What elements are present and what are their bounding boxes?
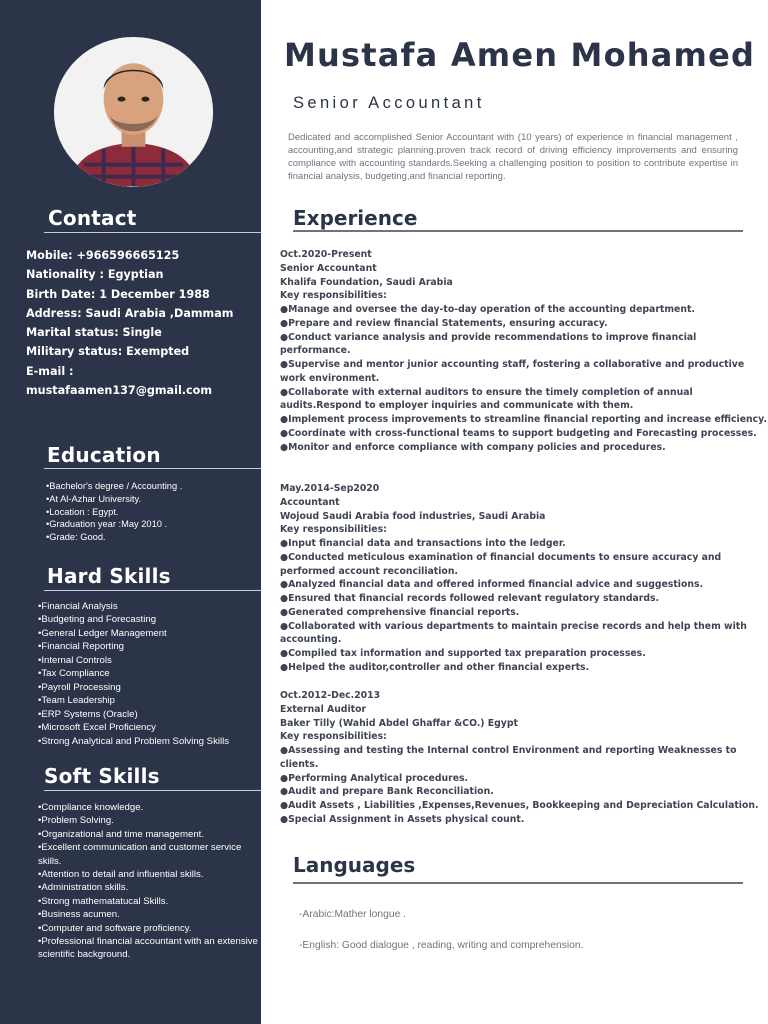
- sidebar: [0, 0, 261, 1024]
- language-item: -English: Good dialogue , reading, writing and comprehension.: [299, 940, 584, 951]
- hard-skill-item: •Internal Controls: [38, 654, 112, 666]
- contact-email[interactable]: mustafaamen137@gmail.com: [26, 384, 213, 398]
- responsibility-item: ●Helped the auditor,controller and other financial experts.: [280, 661, 590, 673]
- job-responsibilities-list: [280, 303, 768, 454]
- responsibility-item: ●Implement process improvements to streamline financial reporting and increase efficiency.: [280, 414, 767, 425]
- soft-skill-item: •Administration skills.: [38, 882, 129, 894]
- education-list: [46, 480, 258, 544]
- responsibility-item: ●Input financial data and transactions into the ledger.: [280, 538, 566, 549]
- experience-heading: Experience: [293, 206, 418, 230]
- responsibility-item: ●Collaborate with external auditors to ensure the timely completion of annual audits.Respond to employer inquiries and communicate with them.: [280, 386, 693, 412]
- profile-summary: Dedicated and accomplished Senior Accountant with (10 years) of experience in financial management , accounting,and strategic planning.proven track record of driving efficiency improvements and ensuring compliance with accounting standards.Seeking a challenging position to position to contribute expertise in financial analysis, budgeting,and financial reporting.: [288, 132, 738, 182]
- soft-skills-heading: Soft Skills: [44, 764, 160, 788]
- education-item: •Location : Egypt.: [46, 506, 119, 517]
- responsibility-item: ●Supervise and mentor junior accounting staff, fostering a collaborative and productive work environment.: [280, 359, 745, 384]
- education-item: •Graduation year :May 2010 .: [46, 519, 168, 530]
- soft-skill-item: •Compliance knowledge.: [38, 802, 144, 813]
- languages-divider: [293, 882, 743, 884]
- responsibility-item: ●Assessing and testing the Internal control Environment and reporting Weaknesses to clients.: [280, 745, 737, 770]
- hard-skill-item: •ERP Systems (Oracle): [38, 708, 138, 720]
- soft-skill-item: •Computer and software proficiency.: [38, 922, 192, 934]
- hard-skill-item: •Strong Analytical and Problem Solving Skills: [38, 735, 230, 747]
- hard-skill-item: •Financial Analysis: [38, 601, 118, 612]
- contact-nationality: Nationality : Egyptian: [26, 268, 164, 282]
- education-item: •At Al-Azhar University.: [46, 493, 142, 504]
- responsibility-item: ●Audit and prepare Bank Reconciliation.: [280, 786, 494, 798]
- education-item: •Bachelor's degree / Accounting .: [46, 481, 183, 491]
- hard-skill-item: •Tax Compliance: [38, 668, 110, 680]
- responsibility-item: ●Manage and oversee the day-to-day operation of the accounting department.: [280, 304, 695, 315]
- contact-military-status: Military status: Exempted: [26, 345, 190, 359]
- job-position: Accountant: [280, 496, 340, 508]
- education-heading: Education: [47, 443, 161, 467]
- hard-skills-list: [38, 600, 260, 748]
- person-photo-icon: [54, 37, 213, 187]
- contact-mobile: Mobile: +966596665125: [26, 249, 180, 262]
- job-company: Khalifa Foundation, Saudi Arabia: [280, 276, 453, 288]
- soft-skill-item: •Problem Solving.: [38, 815, 114, 827]
- responsibility-item: ●Generated comprehensive financial reports.: [280, 606, 520, 618]
- soft-skill-item: •Business acumen.: [38, 909, 120, 921]
- main-content: [261, 0, 768, 1024]
- soft-skills-divider: [44, 790, 261, 791]
- hard-skill-item: •Payroll Processing: [38, 681, 121, 693]
- job-entry-khalifa: [280, 248, 768, 454]
- contact-birth-date: Birth Date: 1 December 1988: [26, 287, 210, 301]
- responsibility-item: ●Monitor and enforce compliance with company policies and procedures.: [280, 441, 666, 453]
- hard-skills-heading: Hard Skills: [47, 564, 171, 588]
- soft-skill-item: •Organizational and time management.: [38, 828, 205, 840]
- job-period: Oct.2020-Present: [280, 249, 372, 260]
- job-title: Senior Accountant: [293, 94, 485, 112]
- job-company: Baker Tilly (Wahid Abdel Ghaffar &CO.) Egypt: [280, 717, 518, 729]
- job-period: Oct.2012-Dec.2013: [280, 690, 381, 701]
- person-name: Mustafa Amen Mohamed: [284, 36, 756, 74]
- responsibility-item: ●Conduct variance analysis and provide recommendations to improve financial performance.: [280, 331, 697, 357]
- contact-marital-status: Marital status: Single: [26, 326, 162, 340]
- hard-skills-divider: [44, 590, 261, 591]
- hard-skill-item: •Financial Reporting: [38, 641, 125, 653]
- soft-skill-item: •Attention to detail and influential skills.: [38, 869, 204, 881]
- job-responsibilities-label: Key responsibilities:: [280, 524, 387, 536]
- job-position: Senior Accountant: [280, 262, 377, 274]
- responsibility-item: ●Collaborated with various departments to maintain precise records and help them with accounting.: [280, 620, 747, 646]
- soft-skill-item: •Professional financial accountant with an extensive scientific background.: [38, 936, 258, 961]
- contact-divider: [44, 232, 261, 233]
- experience-divider: [293, 230, 743, 232]
- job-period: May.2014-Sep2020: [280, 483, 380, 494]
- contact-heading: Contact: [48, 206, 137, 230]
- job-responsibilities-list: [280, 537, 768, 675]
- contact-address: Address: Saudi Arabia ,Dammam: [26, 306, 234, 320]
- job-entry-baker-tilly: [280, 689, 768, 827]
- responsibility-item: ●Analyzed financial data and offered informed financial advice and suggestions.: [280, 579, 704, 591]
- profile-photo: [54, 37, 213, 187]
- hard-skill-item: •Microsoft Excel Proficiency: [38, 722, 156, 734]
- hard-skill-item: •Budgeting and Forecasting: [38, 614, 157, 626]
- job-responsibilities-label: Key responsibilities:: [280, 290, 387, 302]
- job-entry-wojoud: [280, 482, 768, 675]
- responsibility-item: ●Audit Assets , Liabilities ,Expenses,Revenues, Bookkeeping and Depreciation Calculation.: [280, 800, 759, 811]
- responsibility-item: ●Compiled tax information and supported tax preparation processes.: [280, 648, 646, 659]
- soft-skill-item: •Strong mathematatucal Skills.: [38, 895, 169, 907]
- soft-skill-item: •Excellent communication and customer service skills.: [38, 842, 242, 867]
- education-divider: [44, 468, 261, 469]
- soft-skills-list: [38, 801, 260, 962]
- languages-list: [299, 907, 739, 969]
- education-item: •Grade: Good.: [46, 532, 106, 543]
- hard-skill-item: •General Ledger Management: [38, 627, 167, 639]
- hard-skill-item: •Team Leadership: [38, 695, 115, 707]
- responsibility-item: ●Special Assignment in Assets physical count.: [280, 813, 525, 825]
- job-responsibilities-label: Key responsibilities:: [280, 731, 387, 743]
- contact-email-label: E-mail :: [26, 364, 74, 378]
- responsibility-item: ●Coordinate with cross-functional teams to support budgeting and Forecasting processes.: [280, 427, 757, 439]
- languages-heading: Languages: [293, 853, 416, 877]
- job-position: External Auditor: [280, 703, 367, 715]
- responsibility-item: ●Performing Analytical procedures.: [280, 772, 469, 784]
- responsibility-item: ●Conducted meticulous examination of financial documents to ensure accuracy and performed account reconciliation.: [280, 551, 722, 577]
- job-company: Wojoud Saudi Arabia food industries, Saudi Arabia: [280, 510, 546, 522]
- responsibility-item: ●Ensured that financial records followed relevant regulatory standards.: [280, 593, 660, 604]
- contact-list: [26, 246, 258, 400]
- responsibility-item: ●Prepare and review financial Statements, ensuring accuracy.: [280, 317, 608, 329]
- language-item: -Arabic:Mather longue .: [299, 909, 407, 920]
- job-responsibilities-list: [280, 744, 768, 827]
